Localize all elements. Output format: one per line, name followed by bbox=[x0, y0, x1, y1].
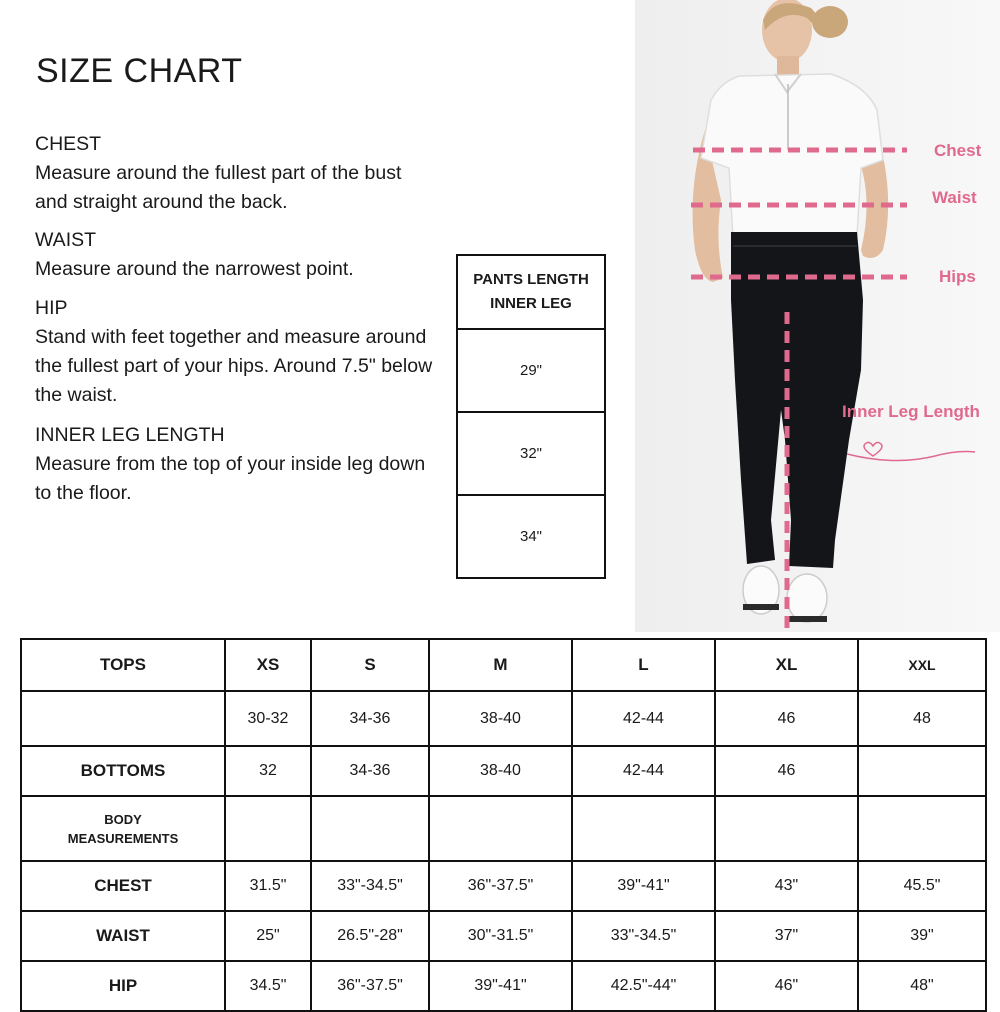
table-cell: 31.5" bbox=[225, 861, 311, 911]
pants-length-value: 29" bbox=[457, 329, 605, 412]
guide-inner-leg-text: Measure from the top of your inside leg down to the floor. bbox=[35, 453, 426, 504]
table-cell: 33"-34.5" bbox=[572, 911, 715, 961]
table-cell: 33"-34.5" bbox=[311, 861, 429, 911]
pants-length-header-line1: PANTS LENGTH bbox=[473, 271, 589, 288]
waist-label: Waist bbox=[932, 188, 977, 207]
guide-hip-text: Stand with feet together and measure around the fullest part of your hips. Around 7.5" below the waist. bbox=[35, 326, 433, 406]
header-cell-xs: XS bbox=[225, 639, 311, 691]
table-cell: 48" bbox=[858, 961, 986, 1011]
table-cell: 48 bbox=[858, 691, 986, 746]
guide-inner-leg bbox=[35, 421, 435, 508]
size-table bbox=[20, 638, 987, 1012]
table-cell: 30-32 bbox=[225, 691, 311, 746]
table-cell: 46" bbox=[715, 961, 858, 1011]
table-cell bbox=[21, 691, 225, 746]
pants-length-value: 34" bbox=[457, 495, 605, 578]
guide-chest-text: Measure around the fullest part of the bust and straight around the back. bbox=[35, 162, 402, 213]
table-cell: 34-36 bbox=[311, 746, 429, 796]
table-cell: 42-44 bbox=[572, 746, 715, 796]
guide-hip bbox=[35, 294, 435, 410]
header-cell-xl: XL bbox=[715, 639, 858, 691]
page-title: SIZE CHART bbox=[36, 52, 243, 90]
guide-chest-heading: CHEST bbox=[35, 133, 102, 155]
table-row-body-measurements bbox=[21, 796, 986, 861]
table-cell bbox=[429, 796, 572, 861]
guide-chest bbox=[35, 130, 435, 217]
table-row-hip bbox=[21, 961, 986, 1011]
table-cell: 25" bbox=[225, 911, 311, 961]
table-cell: 38-40 bbox=[429, 691, 572, 746]
table-cell bbox=[225, 796, 311, 861]
guide-waist-heading: WAIST bbox=[35, 229, 97, 251]
body-label-line1: BODY bbox=[104, 811, 142, 827]
table-row-waist bbox=[21, 911, 986, 961]
table-cell bbox=[311, 796, 429, 861]
chest-label: Chest bbox=[934, 141, 982, 160]
table-cell: 36"-37.5" bbox=[429, 861, 572, 911]
model-illustration bbox=[635, 0, 1000, 632]
table-cell: 46 bbox=[715, 746, 858, 796]
pants-length-header-line2: INNER LEG bbox=[490, 295, 572, 312]
table-row-bottoms bbox=[21, 746, 986, 796]
pants-length-header bbox=[457, 255, 605, 329]
guide-waist-text: Measure around the narrowest point. bbox=[35, 258, 354, 280]
table-cell: 34-36 bbox=[311, 691, 429, 746]
table-cell: 39" bbox=[858, 911, 986, 961]
pants-length-table bbox=[456, 254, 606, 579]
table-row-chest bbox=[21, 861, 986, 911]
table-cell: 36"-37.5" bbox=[311, 961, 429, 1011]
table-cell bbox=[715, 796, 858, 861]
table-header-row bbox=[21, 639, 986, 691]
table-cell: 42-44 bbox=[572, 691, 715, 746]
body-label-line2: MEASUREMENTS bbox=[67, 830, 179, 846]
table-row-tops bbox=[21, 691, 986, 746]
guide-waist bbox=[35, 226, 435, 284]
row-label-bottoms: BOTTOMS bbox=[21, 746, 225, 796]
model-photo bbox=[635, 0, 1000, 632]
guide-inner-leg-heading: INNER LEG LENGTH bbox=[35, 424, 225, 446]
table-cell bbox=[858, 796, 986, 861]
table-cell: 45.5" bbox=[858, 861, 986, 911]
header-cell-s: S bbox=[311, 639, 429, 691]
table-cell bbox=[858, 746, 986, 796]
row-label-chest: CHEST bbox=[21, 861, 225, 911]
table-cell: 38-40 bbox=[429, 746, 572, 796]
row-label-waist: WAIST bbox=[21, 911, 225, 961]
hips-label: Hips bbox=[939, 267, 976, 286]
inner-leg-label: Inner Leg Length bbox=[842, 402, 980, 421]
table-cell: 39"-41" bbox=[572, 861, 715, 911]
table-cell: 42.5"-44" bbox=[572, 961, 715, 1011]
table-cell: 26.5"-28" bbox=[311, 911, 429, 961]
header-cell-m: M bbox=[429, 639, 572, 691]
table-cell: 39"-41" bbox=[429, 961, 572, 1011]
table-cell bbox=[572, 796, 715, 861]
table-cell: 32 bbox=[225, 746, 311, 796]
table-cell: 43" bbox=[715, 861, 858, 911]
row-label-body-measurements bbox=[21, 796, 225, 861]
table-cell: 30"-31.5" bbox=[429, 911, 572, 961]
table-cell: 34.5" bbox=[225, 961, 311, 1011]
table-cell: 37" bbox=[715, 911, 858, 961]
guide-hip-heading: HIP bbox=[35, 297, 68, 319]
row-label-hip: HIP bbox=[21, 961, 225, 1011]
header-cell-tops: TOPS bbox=[21, 639, 225, 691]
header-cell-l: L bbox=[572, 639, 715, 691]
pants-length-value: 32" bbox=[457, 412, 605, 495]
header-cell-xxl: XXL bbox=[858, 639, 986, 691]
table-cell: 46 bbox=[715, 691, 858, 746]
